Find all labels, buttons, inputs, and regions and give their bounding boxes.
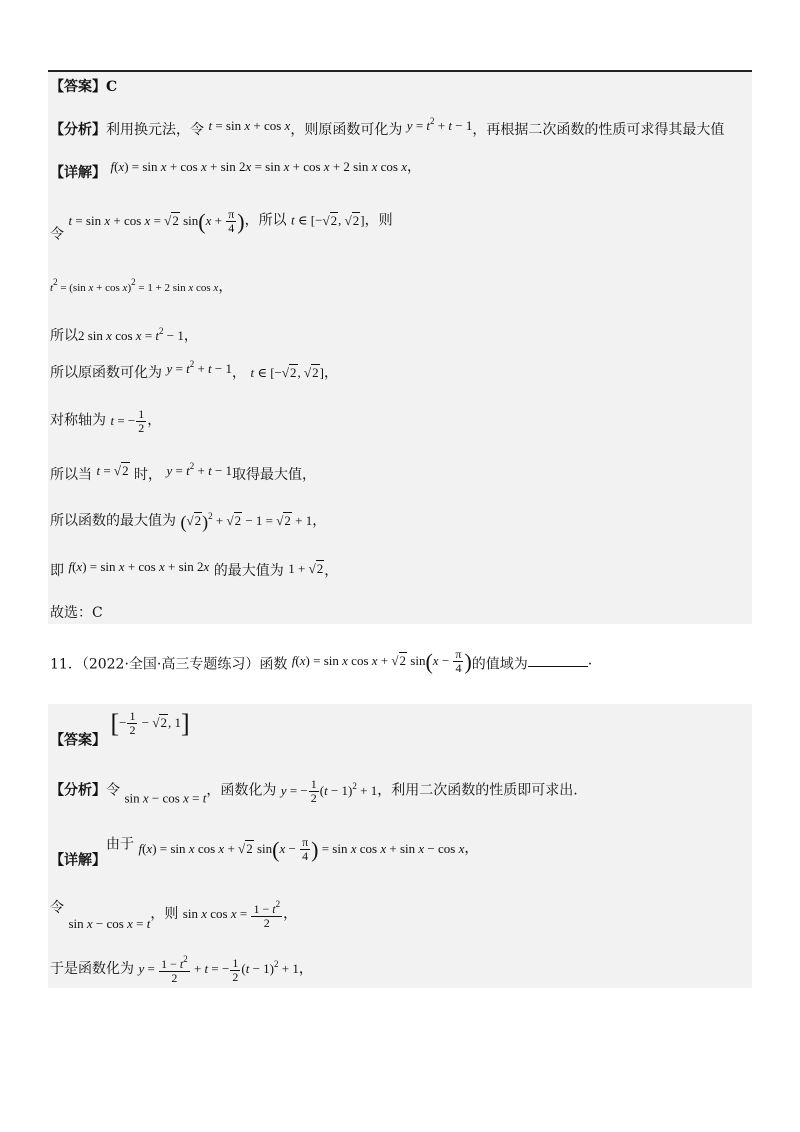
- formula: $y = t^2 + t - 1$: [166, 461, 233, 478]
- formula: t ∈ [−√ 2, √ 2]: [291, 212, 365, 228]
- formula: $y = t^2 + t - 1$: [406, 116, 473, 133]
- formula: 2 sin x $\cos x = t^2 - 1$: [78, 326, 184, 343]
- q10-step6: 所以原函数可化为 $y = t^2 + t - 1$， t ∈ [−√ 2, √ 2]，: [50, 360, 338, 380]
- formula: sin x − cos x = t: [68, 916, 151, 932]
- formula: t ∈ [−√ 2, √ 2]: [250, 364, 324, 380]
- q10-choice: 故选：C: [50, 605, 103, 621]
- q11-quadratic: 于是函数化为 y = $\frac{1 - t^2}{2}$ + t = − $\frac{1}{2}$ $(t - 1)^2 + 1$，: [50, 954, 313, 986]
- q11-stem: 11．（2022·全国·高三专题练习）函数 f(x) = sin x cos x + √ 2 sin(x − $\frac{\pi}{4}$ )的值域为 .: [50, 648, 592, 675]
- q10-step5: 所以2 sin x $\cos x = t^2 - 1$，: [50, 326, 198, 344]
- q10-axis: 对称轴为 t = − $\frac{1}{2}$ ，: [50, 407, 162, 436]
- q10-detail: 【详解】 f(x) = sin x + cos x + sin 2x = sin x + cos x + 2 sin x cos x，: [50, 159, 421, 181]
- answer-blank: [528, 654, 588, 667]
- q10-analysis: 【分析】利用换元法，令 t = sin x + cos x，则原函数可化为 $y = t^2 + t - 1$，再根据二次函数的性质可求得其最大值: [50, 116, 725, 138]
- formula: f(x) = sin x + cos x + sin 2x: [68, 559, 210, 574]
- solution-block-q10: [48, 72, 752, 624]
- q10-answer: 【答案】C: [50, 79, 118, 95]
- formula: t = sin x + cos x = √ 2 sin(x + $\frac{\pi}{4}$ ): [68, 213, 244, 228]
- q10-t-squared: $t^2 = (\sin$ x + cos x)$^2$ = 1 + 2 sin x cos x，: [50, 277, 233, 295]
- q10-substitution: 令 t = sin x + cos x = √ 2 sin(x + $\frac{\pi}{4}$ )，所以 t ∈ [−√ 2, √ 2]，则: [50, 208, 393, 242]
- formula: t = sin x + cos x: [208, 118, 291, 133]
- q11-substitution: 令 sin x − cos x = t，则 sin x cos x = $\frac{1 - t^2}{2}$ ，: [50, 899, 298, 932]
- formula: 1 + √ 2: [288, 560, 324, 576]
- formula: y = − $\frac{1}{2}$ $(t - 1)^2 + 1$: [280, 777, 378, 806]
- formula: sin x − cos x = t: [124, 790, 207, 806]
- q11-analysis: 【分析】令 sin x − cos x = t，函数化为 y = − $\frac{1}{2}$ $(t - 1)^2 + 1$，利用二次函数的性质即可求出.: [50, 777, 578, 806]
- q11-detail: 【详解】由于 f(x) = sin x cos x + √ 2 sin(x − $\frac{\pi}{4}$ ) = sin x cos x + sin x − cos x，: [50, 836, 478, 868]
- formula: f(x) = sin x + cos x + sin 2x = sin x + cos x + 2 sin x cos x: [110, 159, 407, 174]
- formula: f(x) = sin x cos x + √ 2 sin(x − $\frac{\pi}{4}$ ): [292, 653, 472, 668]
- formula: $t^2 = (\sin$ x + cos x)$^2$ = 1 + 2 sin x cos x: [50, 277, 219, 294]
- q10-max-value: 所以函数的最大值为 (√ 2)$^2$ + √ 2 − 1 = √ 2 + 1，: [50, 512, 326, 531]
- q10-step8: 所以当 t = √ 2 时， $y = t^2 + t - 1$取得最大值，: [50, 462, 316, 482]
- formula: t = − $\frac{1}{2}$: [110, 407, 145, 436]
- formula: sin x cos x = $\frac{1 - t^2}{2}$: [182, 899, 281, 931]
- formula: (√ 2)$^2$ + √ 2 − 1 = √ 2 + 1: [180, 513, 312, 528]
- formula: t = √ 2: [96, 462, 129, 478]
- formula: y = $\frac{1 - t^2}{2}$ + t = − $\frac{1}{2}$ $(t - 1)^2 + 1$: [138, 954, 299, 986]
- q10-conclusion: 即 f(x) = sin x + cos x + sin 2x 的最大值为 1 + √ 2，: [50, 560, 338, 578]
- q11-answer: 【答案】 [− $\frac{1}{2}$ − √ 2, 1]: [50, 710, 190, 748]
- formula: f(x) = sin x cos x + √ 2 sin(x − $\frac{\pi}{4}$ ) = sin x cos x + sin x − cos x: [138, 841, 464, 856]
- formula: $y = t^2 + t - 1$: [166, 359, 233, 376]
- formula: [− $\frac{1}{2}$ − √ 2, 1]: [110, 715, 189, 730]
